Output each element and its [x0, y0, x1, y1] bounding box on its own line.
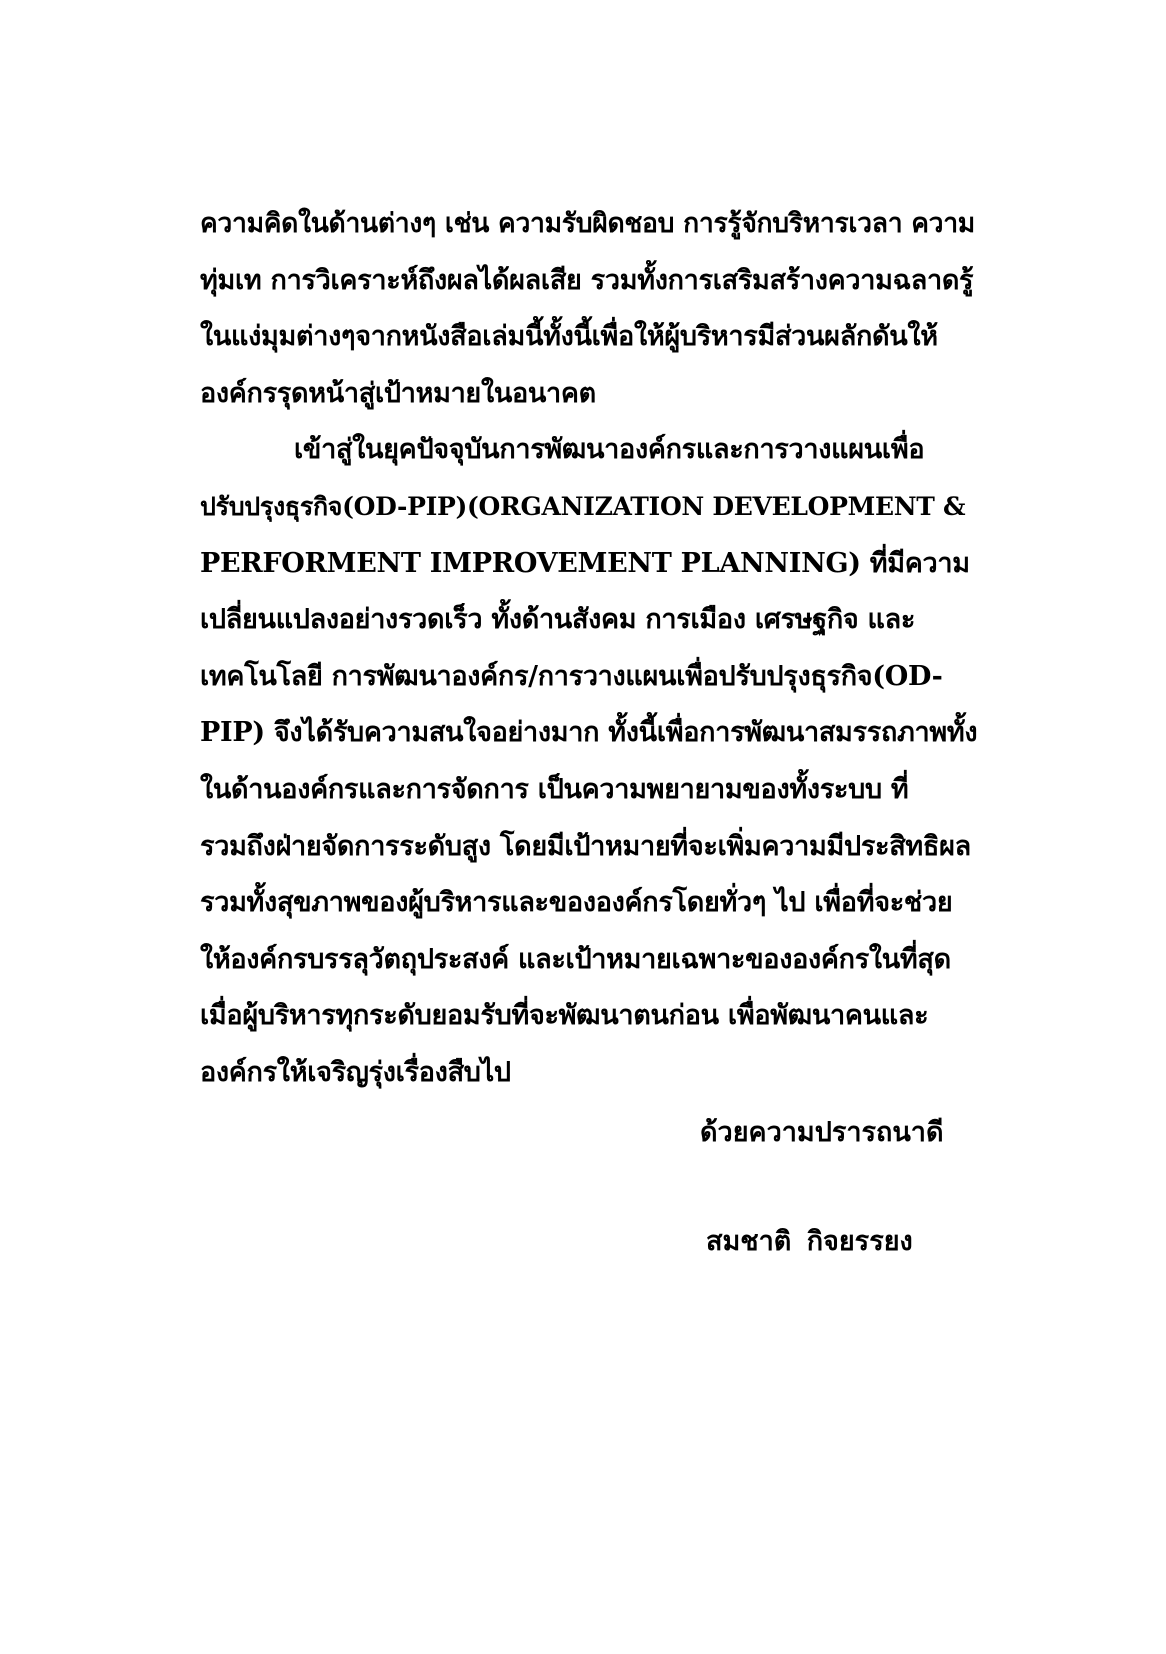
text-line: ปรับปรุงธุรกิจ(OD-PIP)(ORGANIZATION DEVELOPMENT &: [200, 491, 966, 521]
body-text: [200, 204, 980, 1110]
text-line: เมื่อผู้บริหารทุกระดับยอมรับที่จะพัฒนาตนก่อน เพื่อพัฒนาคนและ: [200, 1000, 929, 1032]
closing-salutation: ด้วยความปรารถนาดี: [700, 1117, 944, 1148]
text-line: PIP) จึงได้รับความสนใจอย่างมาก ทั้งนี้เพื่อการพัฒนาสมรรถภาพทั้ง: [200, 717, 978, 749]
text-line: รวมทั้งสุขภาพของผู้บริหารและขององค์กรโดยทั่วๆ ไป เพื่อที่จะช่วย: [200, 887, 953, 919]
paragraph-start-line: เข้าสู่ในยุคปัจจุบันการพัฒนาองค์กรและการวางแผนเพื่อ: [294, 434, 925, 466]
text-line: เทคโนโลยี การพัฒนาองค์กร/การวางแผนเพื่อปรับปรุงธุรกิจ(OD-: [200, 660, 943, 692]
text-line: เปลี่ยนแปลงอย่างรวดเร็ว ทั้งด้านสังคม การเมือง เศรษฐกิจ และ: [200, 604, 916, 636]
text-line: รวมถึงฝ่ายจัดการระดับสูง โดยมีเป้าหมายที่จะเพิ่มความมีประสิทธิผล: [200, 830, 971, 862]
text-line: ทุ่มเท การวิเคราะห์ถึงผลได้ผลเสีย รวมทั้งการเสริมสร้างความฉลาดรู้: [200, 264, 974, 296]
text-line: ในแง่มุมต่างๆจากหนังสือเล่มนี้ทั้งนี้เพื่อให้ผู้บริหารมีส่วนผลักดันให้: [200, 321, 938, 353]
text-line: PERFORMENT IMPROVEMENT PLANNING) ที่มีความ: [200, 547, 970, 579]
text-line: ความคิดในด้านต่างๆ เช่น ความรับผิดชอบ การรู้จักบริหารเวลา ความ: [200, 208, 975, 239]
author-signature: สมชาติ กิจยรรยง: [706, 1226, 913, 1257]
text-line: ในด้านองค์กรและการจัดการ เป็นความพยายามของทั้งระบบ ที่: [200, 773, 909, 805]
text-line: องค์กรรุดหน้าสู่เป้าหมายในอนาคต: [200, 377, 596, 409]
text-line: องค์กรให้เจริญรุ่งเรื่องสืบไป: [200, 1056, 511, 1088]
text-line: ให้องค์กรบรรลุวัตถุประสงค์ และเป้าหมายเฉพาะขององค์กรในที่สุด: [200, 943, 951, 975]
